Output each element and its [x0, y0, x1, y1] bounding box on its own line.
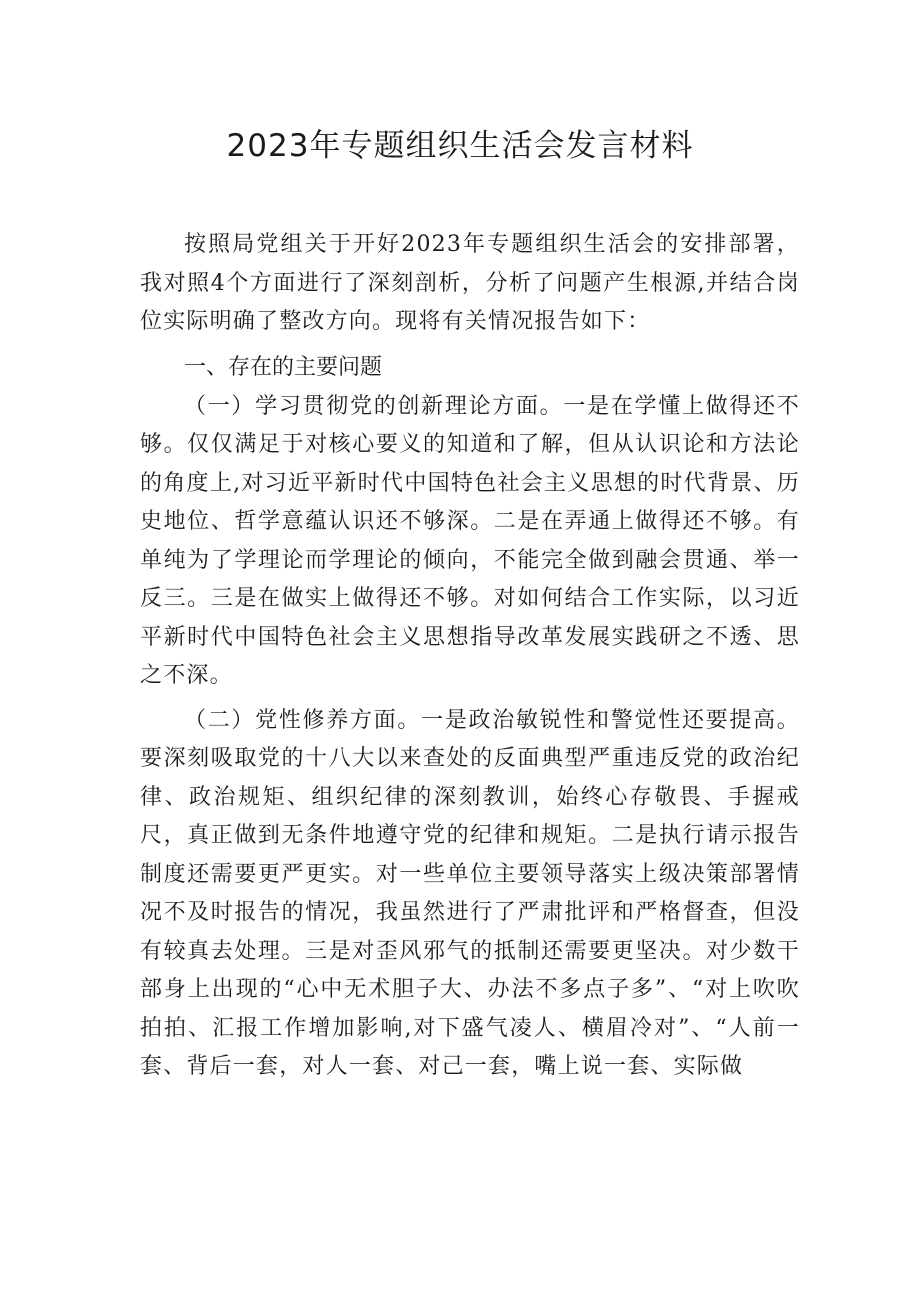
section-heading-problems: 一、存在的主要问题: [184, 354, 383, 380]
item-theory-study: （一）学习贯彻党的创新理论方面。一是在学懂上做得还不够。仅仅满足于对核心要义的知道和了解，但从认识论和方法论的角度上,对习近平新时代中国特色社会主义思想的时代背景、历史地位、哲学意蕴认识还不够深。二是在弄通上做得还不够。有单纯为了学理论而学理论的倾向，不能完全做到融会贯通、举一反三。三是在做实上做得还不够。对如何结合工作实际，以习近平新时代中国特色社会主义思想指导改革发展实践研之不透、思之不深。: [140, 393, 800, 688]
document-title: 2023年专题组织生活会发言材料: [226, 128, 694, 164]
document-body: [140, 226, 800, 1087]
item-party-spirit: （二）党性修养方面。一是政治敏锐性和警觉性还要提高。要深刻吸取党的十八大以来查处的反面典型严重违反党的政治纪律、政治规矩、组织纪律的深刻教训，始终心存敬畏、手握戒尺，真正做到无条件地遵守党的纪律和规矩。二是执行请示报告制度还需要更严更实。对一些单位主要领导落实上级决策部署情况不及时报告的情况，我虽然进行了严肃批评和严格督查，但没有较真去处理。三是对歪风邪气的抵制还需要更坚决。对少数干部身上出现的“心中无术胆子大、办法不多点子多”、“对上吹吹拍拍、汇报工作增加影响,对下盛气凌人、横眉冷对”、“人前一套、背后一套，对人一套、对己一套，嘴上说一套、实际做: [140, 707, 800, 1079]
intro-paragraph: 按照局党组关于开好2023年专题组织生活会的安排部署，我对照4个方面进行了深刻剖析，分析了问题产生根源,并结合岗位实际明确了整改方向。现将有关情况报告如下：: [140, 232, 800, 334]
